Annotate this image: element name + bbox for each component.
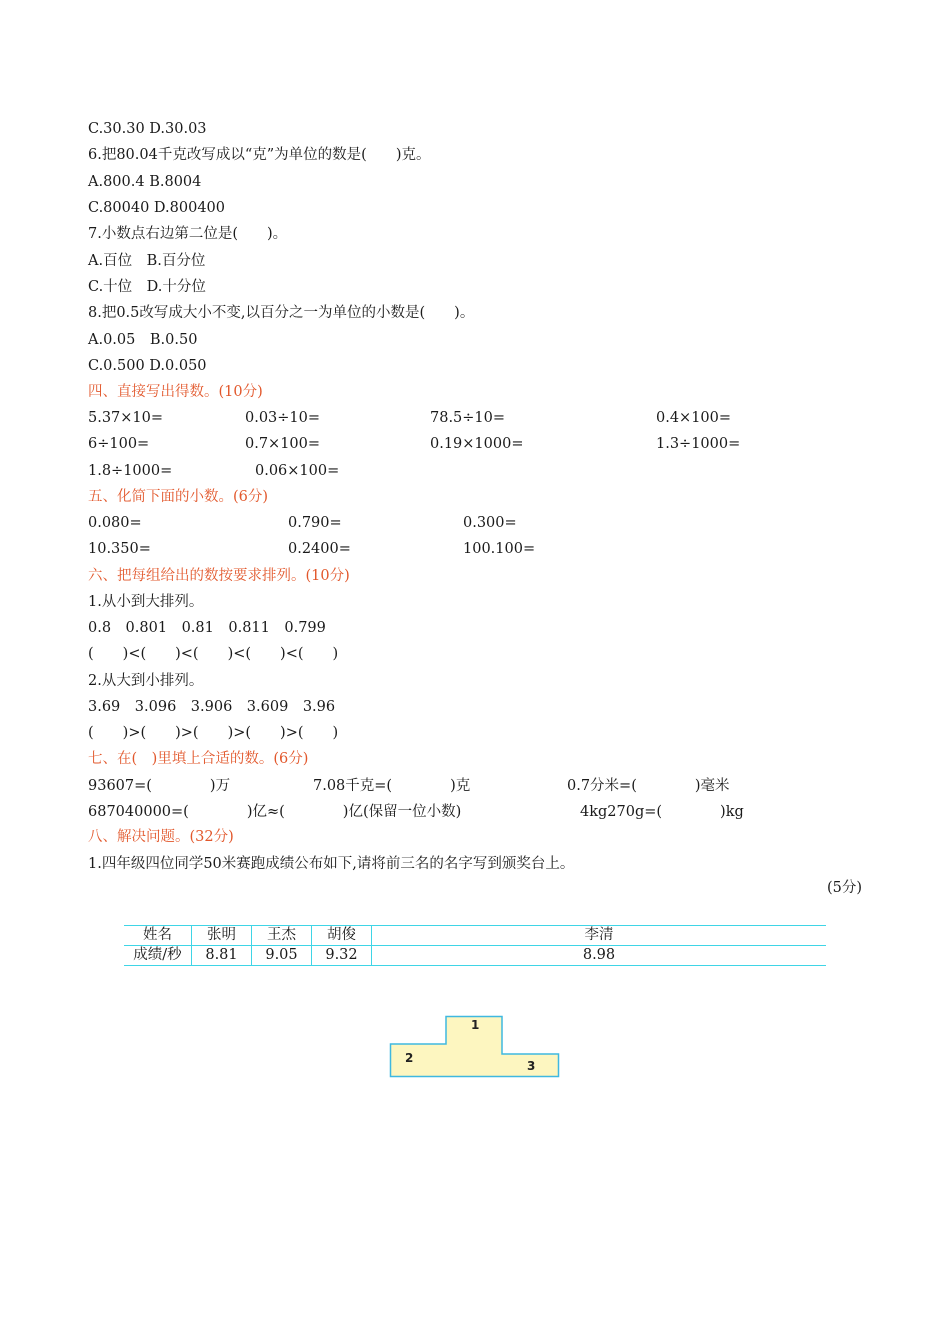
fill-item: 93607=( )万 — [88, 778, 231, 794]
problem-1-points: (5分) — [826, 880, 862, 896]
table-cell: 成绩/秒 — [133, 947, 182, 963]
q7-question: 7.小数点右边第二位是( )。 — [88, 226, 288, 242]
table-cell: 王杰 — [252, 926, 312, 946]
calc-item: 0.03÷10= — [245, 410, 321, 426]
table-cell: 9.32 — [312, 946, 372, 966]
fill-item: 4kg270g=( )kg — [580, 804, 744, 820]
fill-item: 0.7分米=( )毫米 — [567, 778, 730, 794]
results-table — [124, 925, 826, 966]
order-q1-blanks: ( )<( )<( )<( )<( ) — [88, 646, 339, 662]
simplify-item: 0.790= — [288, 515, 342, 531]
simplify-item: 100.100= — [463, 541, 536, 557]
q6-options-cd: C.80040 D.800400 — [88, 200, 225, 216]
calc-item: 0.06×100= — [255, 463, 340, 479]
section-6-title: 六、把每组给出的数按要求排列。(10分) — [88, 568, 350, 584]
table-cell: 姓名 — [143, 927, 172, 943]
calc-item: 5.37×10= — [88, 410, 164, 426]
calc-item: 78.5÷10= — [430, 410, 506, 426]
simplify-item: 0.2400= — [288, 541, 351, 557]
q6-options-ab: A.800.4 B.8004 — [88, 174, 202, 190]
podium-second-label: 2 — [405, 1051, 414, 1065]
table-cell: 9.05 — [252, 946, 312, 966]
calc-item: 0.4×100= — [656, 410, 732, 426]
order-q1-label: 1.从小到大排列。 — [88, 594, 204, 610]
table-row — [124, 946, 826, 966]
fill-item: 687040000=( )亿≈( )亿(保留一位小数) — [88, 804, 462, 820]
calc-item: 0.7×100= — [245, 436, 321, 452]
section-5-title: 五、化简下面的小数。(6分) — [88, 489, 269, 505]
q8-options-ab: A.0.05 B.0.50 — [88, 332, 198, 348]
q7-options-ab: A.百位 B.百分位 — [88, 253, 206, 269]
table-cell: 8.98 — [372, 946, 827, 966]
table-cell: 李清 — [372, 926, 827, 946]
section-4-title: 四、直接写出得数。(10分) — [88, 384, 263, 400]
section-8-title: 八、解决问题。(32分) — [88, 829, 234, 845]
problem-1-text: 1.四年级四位同学50米赛跑成绩公布如下,请将前三名的名字写到颁奖台上。 — [88, 856, 575, 872]
table-header-row — [124, 926, 826, 946]
q7-options-cd: C.十位 D.十分位 — [88, 279, 206, 295]
fill-item: 7.08千克=( )克 — [313, 778, 471, 794]
podium-first-label: 1 — [471, 1018, 480, 1032]
table-cell: 胡俊 — [312, 926, 372, 946]
simplify-item: 10.350= — [88, 541, 151, 557]
calc-item: 1.3÷1000= — [656, 436, 741, 452]
calc-item: 0.19×1000= — [430, 436, 524, 452]
table-cell: 张明 — [192, 926, 252, 946]
q8-question: 8.把0.5改写成大小不变,以百分之一为单位的小数是( )。 — [88, 305, 475, 321]
q8-options-cd: C.0.500 D.0.050 — [88, 358, 207, 374]
order-q2-label: 2.从大到小排列。 — [88, 673, 204, 689]
order-q2-numbers: 3.69 3.096 3.906 3.609 3.96 — [88, 699, 336, 715]
q5-options-cd: C.30.30 D.30.03 — [88, 121, 207, 137]
calc-item: 6÷100= — [88, 436, 150, 452]
simplify-item: 0.080= — [88, 515, 142, 531]
podium-third-label: 3 — [527, 1059, 536, 1073]
order-q2-blanks: ( )>( )>( )>( )>( ) — [88, 725, 339, 741]
section-7-title: 七、在( )里填上合适的数。(6分) — [88, 751, 309, 767]
calc-item: 1.8÷1000= — [88, 463, 173, 479]
table-cell: 8.81 — [192, 946, 252, 966]
order-q1-numbers: 0.8 0.801 0.81 0.811 0.799 — [88, 620, 326, 636]
podium-diagram — [389, 1015, 561, 1079]
q6-question: 6.把80.04千克改写成以“克”为单位的数是( )克。 — [88, 147, 431, 163]
simplify-item: 0.300= — [463, 515, 517, 531]
